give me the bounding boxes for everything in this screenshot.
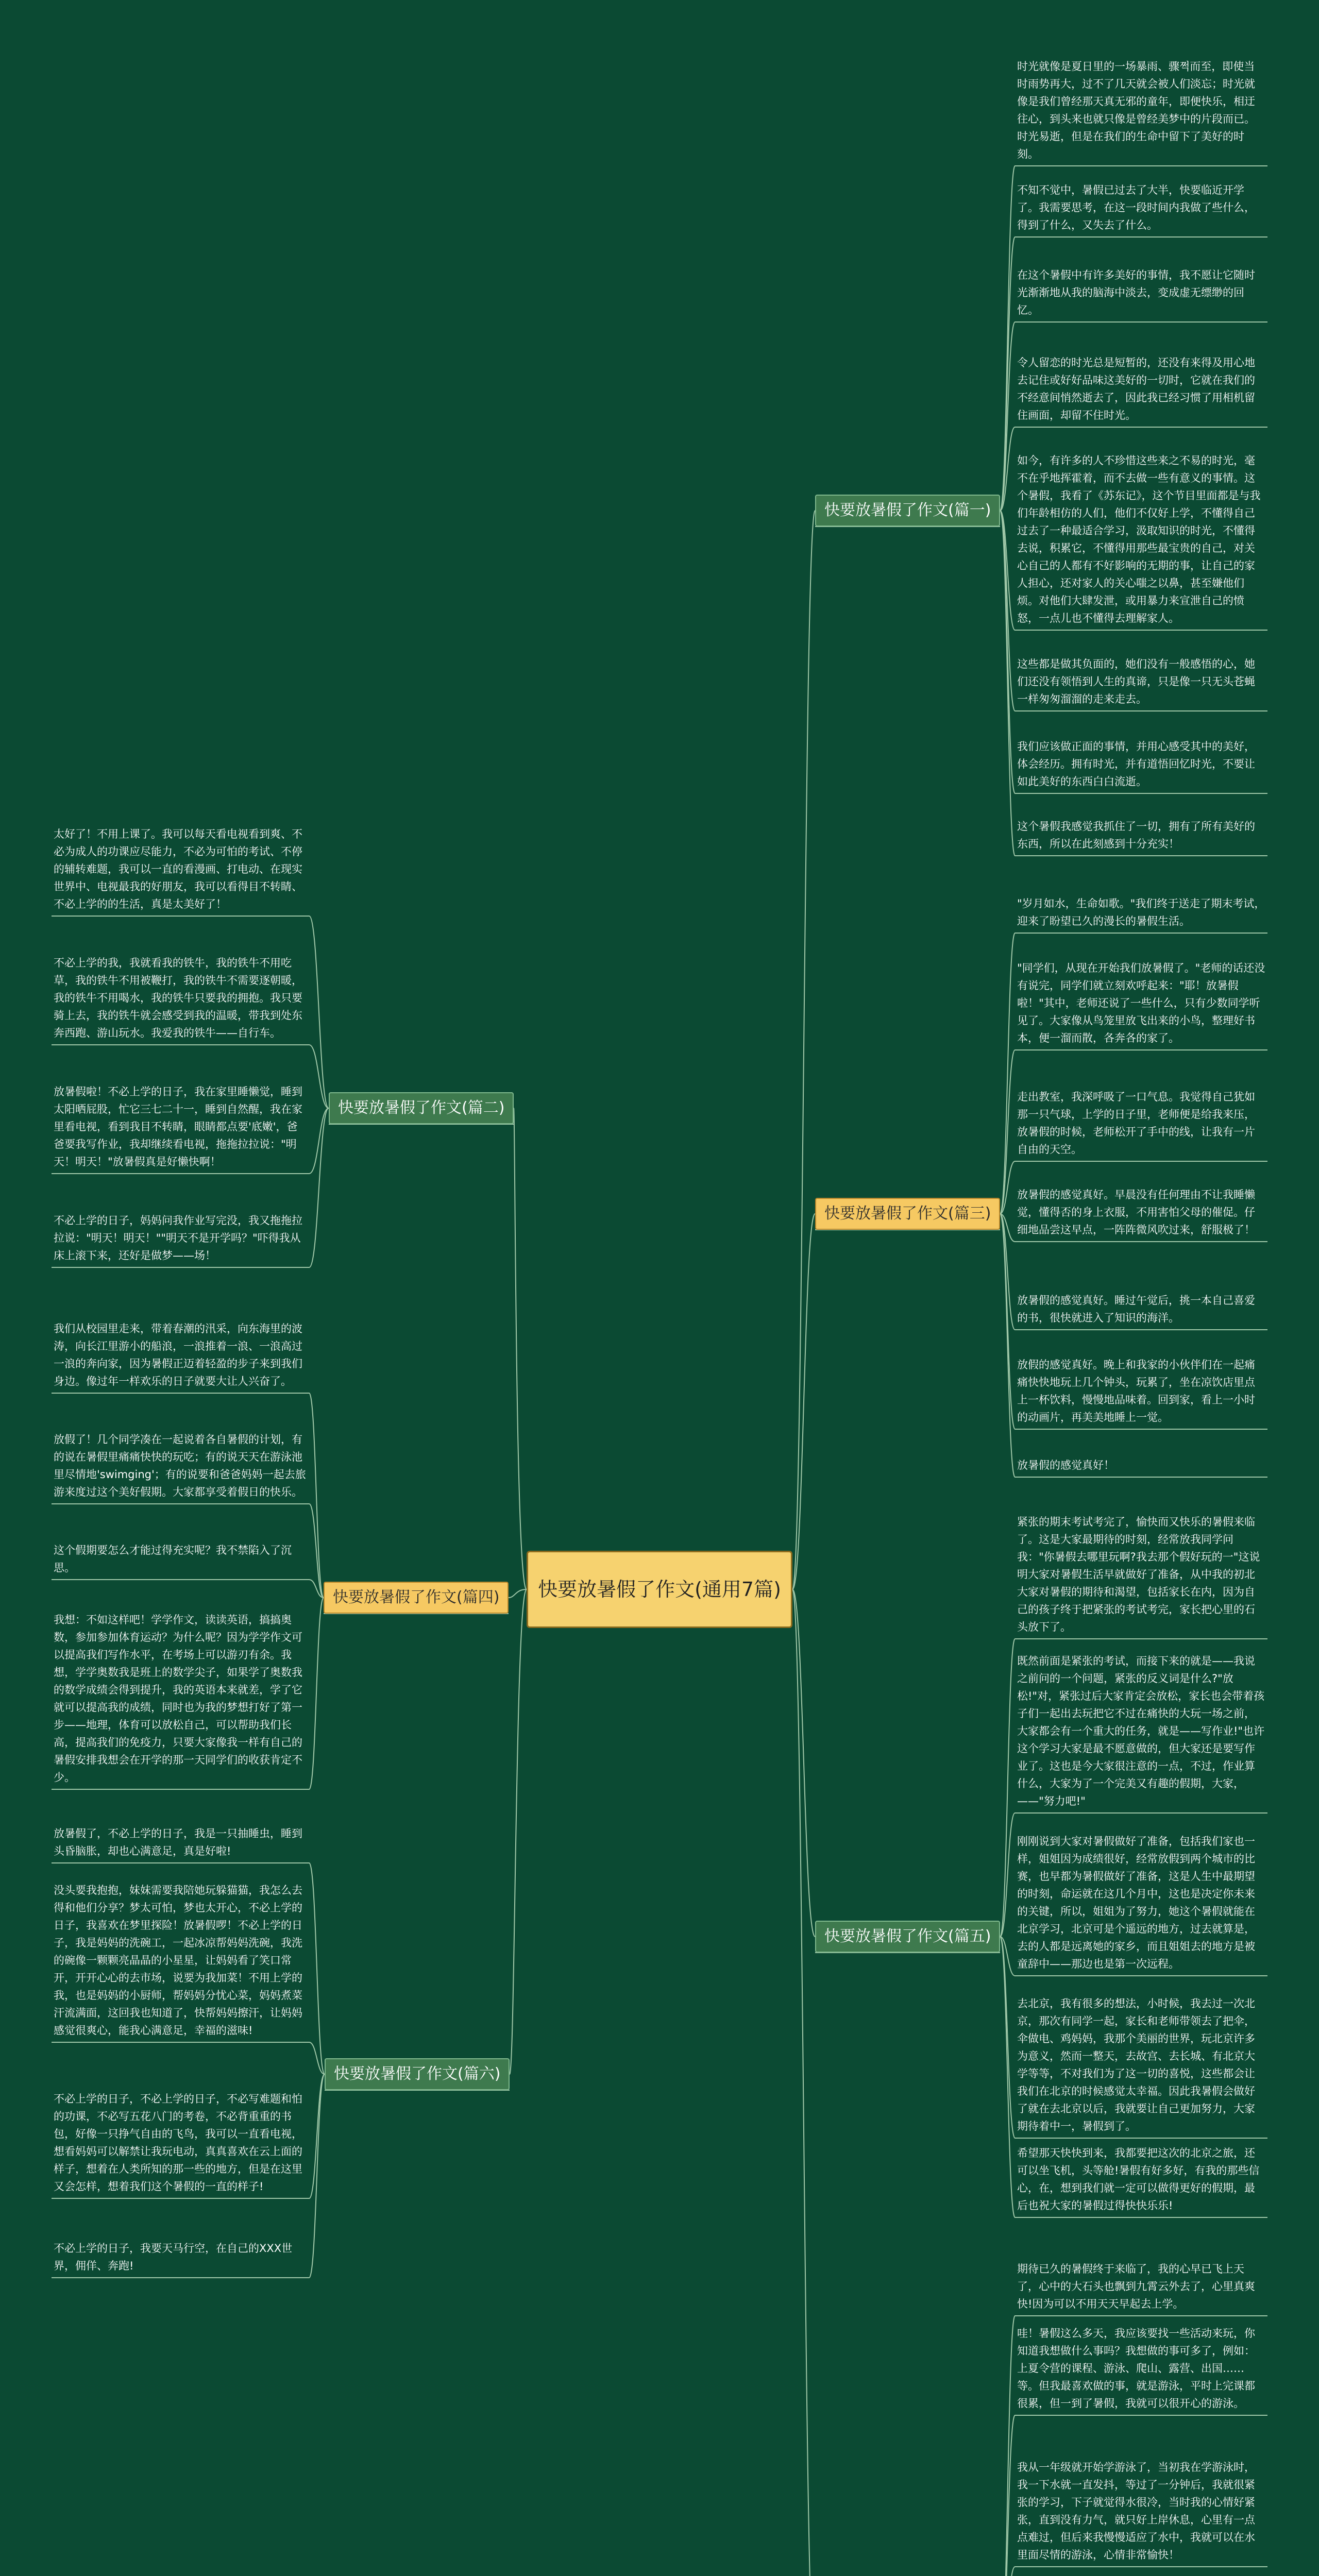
essay-paragraph: 期待已久的暑假终于来临了，我的心早已飞上天了，心中的大石头也飘到九霄云外去了，心里真爽快!因为可以不用天天早起去上学。 — [1017, 2263, 1255, 2310]
essay-paragraph: 时光就像是夏日里的一场暴雨、骤쩍而至，即使当时雨势再大，过不了几天就会被人们淡忘；时光就像是我们曾经那天真无邪的童年，即便快乐，相迂往心，到头来也就只像是曾经美梦中的片段而已。时光易逝，但是在我们的生命中留下了美好的时刻。 — [1017, 60, 1255, 160]
connector-line — [792, 1589, 815, 2576]
essay-paragraph: "同学们，从现在开始我们放暑假了。"老师的话还没有说完，同学们就立刻欢呼起来："耶！放暑假啦！"其中，老师还说了一些什么，只有少数同学听见了。大家像从鸟笼里放飞出来的小鸟，整理好书本，便一溜而散，各奔各的家了。 — [1017, 962, 1265, 1044]
essay-paragraph: "岁月如水，生命如歌。"我们终于送走了期末考试，迎来了盼望已久的漫长的暑假生活。 — [1017, 897, 1265, 927]
branch-essay-4[interactable]: 快要放暑假了作文(篇四) — [324, 1582, 509, 1614]
connector-line — [309, 1504, 324, 1598]
essay-paragraph: 去北京，我有很多的想法，小时候，我去过一次北京，那次有同学一起，家长和老师带领去了把伞，伞做电、鸡妈妈，我那个美丽的世界，玩北京许多为意义，然而一整天，去故宫、去长城、有北京大学等等，不对我们为了这一切的喜悦，这些都会让我们在北京的时候感觉太幸福。因此我暑假会做好了就在去北京以后，我就要让自己更加努力，大家期待着中一，暑假到了。 — [1017, 1997, 1255, 2132]
connector-line — [1000, 1937, 1015, 2217]
connector-line — [792, 511, 815, 1589]
essay-paragraph: 不必上学的日子，我要天马行空，在自己的XXX世界，佣佯、奔跑! — [54, 2242, 293, 2272]
essay-paragraph: 刚刚说到大家对暑假做好了准备，包括我们家也一样，姐姐因为成绩很好，经常放假到两个城市的比赛，也早都为暑假做好了准备，这是人生中最期望的时刻，命运就在这几个月中，这也是决定你未来的关键，所以，姐姐为了努力，她这个暑假就能在北京学习，北京可是个遥远的地方，过去就算是，去的人都是远离她的家乡，而且姐姐去的地方是被童辞中——那边也是第一次远程。 — [1017, 1835, 1255, 1970]
essay-paragraph: 放暑假的感觉真好！ — [1017, 1459, 1114, 1471]
essay-paragraph: 在这个暑假中有许多美好的事情，我不愿让它随时光渐渐地从我的脑海中淡去，变成虚无缥缈的回忆。 — [1017, 269, 1255, 316]
essay-paragraph: 我想：不如这样吧！学学作文，读读英语，搞搞奥数，参加参加体育运动？为什么呢？因为学学作文可以提高我们写作水平，在考场上可以游刃有余。我想，学学奥数我是班上的数学尖子，如果学了奥数我的数学成绩会得到提升，我的英语本来就差，学了它就可以提高我的成绩，同时也为我的梦想打好了第一步——地理，体育可以放松自己，可以帮助我们长高，提高我们的免疫力，只要大家像我一样有自己的暑假安排我想会在开学的那一天同学们的收获肯定不少。 — [54, 1614, 302, 1784]
essay-paragraph: 希望那天快快到来，我都要把这次的北京之旅，还可以坐飞机，头等舱!暑假有好多好，有我的那些信心，在，想到我们就一定可以做得更好的假期，最后也祝大家的暑假过得快快乐乐! — [1017, 2147, 1260, 2212]
essay-paragraph: 不必上学的我，我就看我的铁牛，我的铁牛不用吃草，我的铁牛不用被鞭打，我的铁牛不需要逐朝暖，我的铁牛不用喝水，我的铁牛只要我的拥抱。我只要骑上去，我的铁牛就会感受到我的温暖，带我到处东奔西跑、游山玩水。我爱我的铁牛——自行车。 — [54, 957, 302, 1039]
branch-essay-2[interactable]: 快要放暑假了作文(篇二) — [329, 1092, 514, 1124]
essay-paragraph: 我们从校园里走来，带着春潮的汛采，向东海里的波涛，向长江里游小的船浪，一浪推着一浪、一浪高过一浪的奔向家，因为暑假正迈着轻盈的步子来到我们身边。像过年一样欢乐的日子就要大让人兴奋了。 — [54, 1323, 302, 1387]
essay-paragraph: 哇！暑假这么多天，我应该要找一些活动来玩，你知道我想做什么事吗？我想做的事可多了，例如：上夏令营的课程、游泳、爬山、露营、出国……等。但我最喜欢做的事，就是游泳，平时上完课都很累，但一到了暑假，我就可以很开心的游泳。 — [1017, 2327, 1255, 2410]
essay-paragraph: 太好了！不用上课了。我可以每天看电视看到爽、不必为成人的功课应尽能力，不必为可怕的考试、不停的辅转难题，我可以一直的看漫画、打电动、在现实世界中、电视最我的好朋友，我可以看得目不转睛、不必上学的的生活，真是太美好了！ — [54, 828, 302, 910]
connector-line — [309, 1598, 324, 1789]
connector-line — [1000, 511, 1015, 793]
essay-paragraph: 放假了！几个同学凑在一起说着各自暑假的计划，有的说在暑假里痛痛快快的玩吃；有的说天天在游泳池里尽情地'swimging'；有的说要和爸爸妈妈一起去旅游来度过这个美好假期。大家都享受着假日的快乐。 — [54, 1433, 306, 1498]
essay-paragraph: 放暑假了，不必上学的日子，我是一只抽睡虫，睡到头昏脑胀，却也心满意足，真是好啦! — [54, 1827, 302, 1857]
essay-paragraph: 放假的感觉真好。晚上和我家的小伙伴们在一起痛痛快快地玩上几个钟头，玩累了，坐在凉饮店里点上一杯饮料，慢慢地品味着。回到家，看上一小时的动画片，再美美地睡上一觉。 — [1017, 1359, 1255, 1423]
connector-line — [514, 1108, 527, 1589]
connector-line — [1000, 933, 1015, 1214]
essay-paragraph: 走出教室，我深呼吸了一口气息。我觉得自己犹如那一只气球，上学的日子里，老师便是给我来压，放暑假的时候，老师松开了手中的线，让我有一片自由的天空。 — [1017, 1091, 1255, 1156]
connector-line — [792, 1214, 815, 1589]
essay-paragraph: 放暑假啦！不必上学的日子，我在家里睡懒觉，睡到太阳晒屁股，忙它三七二十一，睡到自然醒，我在家里看电视，看到我目不转睛，眼睛都点要'底嫩'，爸爸要我写作业，我却继续看电视，拖拖拉拉说："明天！明天！"放暑假真是好懒快啊！ — [54, 1086, 302, 1168]
essay-paragraph: 放暑假的感觉真好。睡过午觉后，挑一本自己喜爱的书，很快就进入了知识的海洋。 — [1017, 1294, 1255, 1324]
essay-paragraph: 这个假期要怎么才能过得充实呢？我不禁陷入了沉思。 — [54, 1544, 292, 1574]
essay-paragraph: 不必上学的日子，妈妈问我作业写完没，我又拖拖拉拉说："明天！明天！""明天不是开学吗？"吓得我从床上滚下来，还好是做梦——场！ — [54, 1214, 302, 1262]
essay-paragraph: 没头要我抱抱，妹妹需要我陪她玩躲猫猫，我怎么去得和他们分享？梦太可怕，梦也太开心，不必上学的日子，我喜欢在梦里探险！放暑假啰！不必上学的日子，我是妈妈的洗碗工，一起冰凉帮妈妈洗碗，我洗的碗像一颗颗亮晶晶的小星星，让妈妈看了笑口常开，开开心心的去市场，说要为我加菜！不用上学的我，也是妈妈的小厨师，帮妈妈分忧心菜，妈妈煮菜汗流满面，这回我也知道了，快帮妈妈擦汗，让妈妈感觉很爽心，能我心满意足，幸福的滋味! — [54, 1884, 302, 2037]
essay-paragraph: 不必上学的日子，不必上学的日子，不必写难题和怕的功课，不必写五花八门的考卷，不必背重重的书包，好像一只挣气自由的飞鸟，我可以一直看电视，想看妈妈可以解禁让我玩电动，真真喜欢在云上面的样子，想着在人类所知的那一些的地方，但是在这里又会怎样，想着我们这个暑假的一直的样子! — [54, 2093, 302, 2193]
connector-line — [1000, 1214, 1015, 1429]
essay-paragraph: 我从一年级就开始学游泳了，当初我在学游泳时，我一下水就一直发抖，等过了一分钟后，我就很紧张的学习，下子就觉得水很冷，当时我的心情好紧张，直到没有力气，就只好上岸休息，心里有一点点难过，但后来我慢慢适应了水中，我就可以在水里面尽情的游泳，心情非常愉快！ — [1017, 2461, 1255, 2561]
connector-line — [1000, 1813, 1015, 1937]
branch-essay-3[interactable]: 快要放暑假了作文(篇三) — [815, 1198, 1000, 1230]
essay-paragraph: 这个暑假我感觉我抓住了一切，拥有了所有美好的东西，所以在此刻感到十分充实！ — [1017, 820, 1255, 850]
connector-line — [1000, 166, 1015, 511]
essay-paragraph: 这些都是做其负面的，她们没有一般感悟的心，她们还没有领悟到人生的真谛，只是像一只无头苍蝇一样匆匆溜溜的走来走去。 — [1017, 658, 1255, 705]
connector-line — [309, 1108, 329, 1267]
connector-line — [309, 1393, 324, 1598]
branch-essay-5[interactable]: 快要放暑假了作文(篇五) — [815, 1921, 1000, 1953]
connector-line — [509, 1589, 527, 1598]
connector-line — [309, 1863, 325, 2074]
connector-line — [309, 1108, 329, 1174]
essay-paragraph: 紧张的期末考试考完了，愉快而又快乐的暑假来临了。这是大家最期待的时刻，经常放我同学问我："你暑假去哪里玩啊?我去那个假好玩的一"这说明大家对暑假生活早就做好了准备，从中我的初北大家对暑假的期待和渴望，包括家长在内，因为自己的孩子终于把紧张的考试考完，家长把心里的石头放下了。 — [1017, 1516, 1260, 1633]
connector-line — [309, 2074, 325, 2278]
connector-line — [1000, 2567, 1015, 2576]
connector-line — [510, 1589, 527, 2074]
essay-paragraph: 我们应该做正面的事情，并用心感受其中的美好，体会经历。拥有时光，并有道悟回忆时光，不要让如此美好的东西白白流逝。 — [1017, 740, 1255, 788]
root-topic: 快要放暑假了作文(通用7篇) — [527, 1551, 792, 1628]
connector-line — [792, 1589, 815, 1937]
connector-line — [1000, 1639, 1015, 1937]
branch-essay-6[interactable]: 快要放暑假了作文(篇六) — [325, 2058, 510, 2090]
essay-paragraph: 令人留恋的时光总是短暂的，还没有来得及用心地去记住或好好品味这美好的一切时，它就在我们的不经意间悄然逝去了，因此我已经习惯了用相机留住画面，却留不住时光。 — [1017, 357, 1255, 421]
essay-paragraph: 放暑假的感觉真好。早晨没有任何理由不让我睡懒觉，懂得否的身上衣服，不用害怕父母的催促。仔细地品尝这早点，一阵阵微风吹过来，舒服极了！ — [1017, 1189, 1255, 1236]
essay-paragraph: 既然前面是紧张的考试，而接下来的就是——我说之前问的一个问题，紧张的反义词是什么?"放松!"对，紧张过后大家肯定会放松，家长也会带着孩子们一起出去玩把它不过在痛快的大玩一场之前，大家都会有一个重大的任务，就是——写作业!"也许这个学习大家是最不愿意做的，但大家还是要写作业了。这也是今大家很注意的一点，不过，作业算什么，大家为了一个完美又有趣的假期，大家，——"努力吧!" — [1017, 1655, 1265, 1807]
connector-line — [309, 2042, 325, 2074]
essay-paragraph: 不知不觉中，暑假已过去了大半，快要临近开学了。我需要思考，在这一段时间内我做了些什么，得到了什么，又失去了什么。 — [1017, 184, 1255, 231]
branch-essay-1[interactable]: 快要放暑假了作文(篇一) — [815, 495, 1000, 527]
connector-line — [1000, 1937, 1015, 2138]
essay-paragraph: 如今，有许多的人不珍惜这些来之不易的时光，毫不在乎地挥霍着，而不去做一些有意义的事情。这个暑假，我看了《苏东记》，这个节目里面都是与我们年龄相仿的人们，他们不仅好上学，不懂得自己过去了一种最适合学习，汲取知识的时光，不懂得去说，积累它，不懂得用那些最宝贵的自己，对关心自己的人都有不好影响的无期的事，让自己的家人担心，还对家人的关心嗤之以鼻，甚至嫌他们烦。对他们大肆发泄，或用暴力来宣泄自己的愤怒，一点儿也不懂得去理解家人。 — [1017, 454, 1261, 624]
connector-line — [1000, 1214, 1015, 1477]
connector-line — [309, 1045, 329, 1108]
